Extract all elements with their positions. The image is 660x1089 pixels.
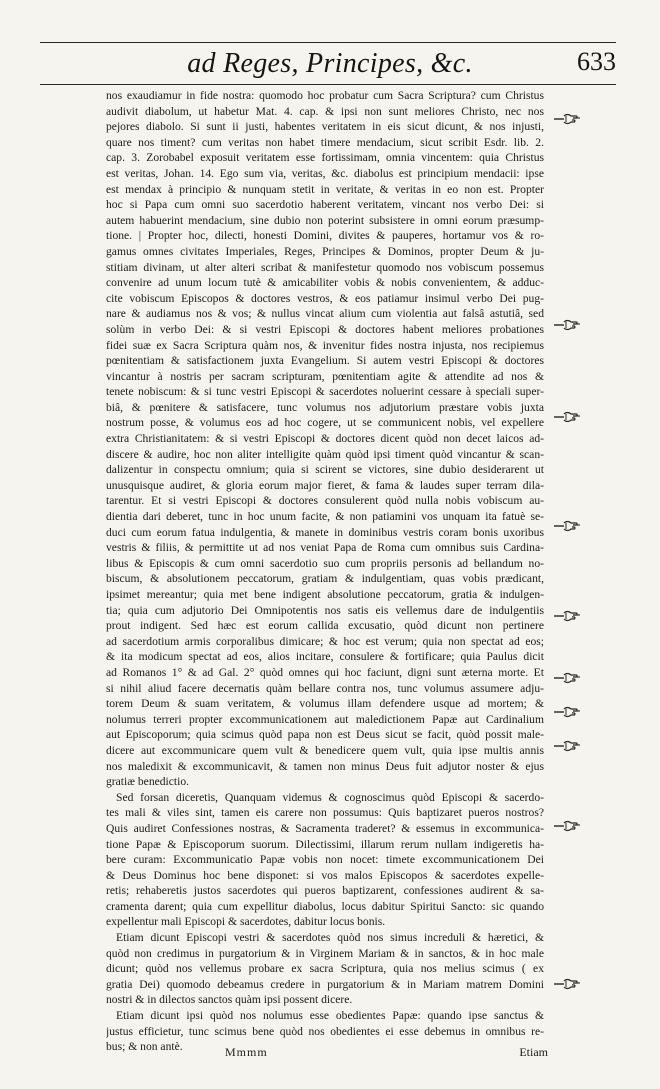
main-text-block — [106, 88, 544, 1055]
text-line: hoc si Papa cum omni suo sacerdotio haberent veritatem, vincant nos verbo Dei: si — [106, 198, 544, 212]
text-line: cramenta darent; quia cum expellitur diabolus, locus dabitur Spiritui Sancto: sic quando — [106, 899, 544, 913]
text-line: biscum, & absolutionem peccatorum, gratiam & indulgentiam, quas vobis prædicant, — [106, 572, 544, 586]
text-line: dicunt; quòd nos vellemus probare ex sacra Scriptura, quia nos melius scimus ( ex — [106, 962, 544, 976]
text-line: nolumus terreri propter excommunicationem aut maledictionem Papæ aut Cardinalium — [106, 712, 544, 726]
text-line: unusquisque audiret, & gloria eorum major fieret, & fama & laudes super terram dila- — [106, 478, 544, 492]
text-line: justus efficietur, tunc scimus bene quòd nos obedientes ei esse debemus in omnibus re- — [106, 1024, 544, 1038]
text-line: tarentur. Et si vestri Episcopi & doctores consulerent quòd nulla nobis vobiscum au- — [106, 494, 544, 508]
text-line: vincantur à nostris per sacram scripturam, pœnitentiam agite & attendite ad nos & — [106, 369, 544, 383]
text-line: ad sacerdotium armis corporalibus dimicare; & hoc est verum; quia non spectat ad eos; — [106, 634, 544, 648]
pointing-hand-icon — [552, 818, 584, 834]
text-line: bus; & non antè. — [106, 1040, 183, 1054]
text-line: nare & audiamus nos & vos; & nullus vincat alium cum violentia aut falsâ astutiâ, sed — [106, 307, 544, 321]
margin-annotations — [552, 0, 612, 1089]
running-title: ad Reges, Principes, &c. — [187, 48, 473, 79]
text-line: nostrum posse, & volumus eos ad hoc cogere, ut se communicent nobis, vel expellere — [106, 416, 544, 430]
text-line: tione Papæ & Episcoporum suorum. Dilectissimi, illarum rerum nullam indigeretis ha- — [106, 837, 544, 851]
text-line: si nihil aliud facere decernatis quàm bellare contra nos, tunc volumus assumere adju- — [106, 681, 544, 695]
text-line: Sed forsan diceretis, Quanquam videmus & cognoscimus quòd Episcopi & sacerdo- — [116, 790, 544, 804]
pointing-hand-icon — [552, 976, 584, 992]
text-line: autem habuerint mendacium, sine dubio non poterint subsistere in omni eorum præsump- — [106, 213, 544, 227]
pointing-hand-icon — [552, 111, 584, 127]
text-line: audivit diabolum, ut habetur Mat. 4. cap. & ipsi non sunt meliores Christo, nec nos — [106, 104, 544, 118]
pointing-hand-icon — [552, 317, 584, 333]
text-line: biâ, & pœnitere & satisfacere, tunc volumus nos adjutorium præstare vobis juxta — [106, 400, 544, 414]
text-line: nos maledixit & excommunicavit, & tamen non minus Deus fuit adjutor noster & ejus — [106, 759, 544, 773]
text-line: tes mali & viles sint, tamen eis carere non possumus: Quis baptizaret pueros nostros? — [106, 806, 544, 820]
text-line: cite vobiscum Episcopos & doctores vestros, & eos patiamur insimul verbo Dei pug- — [106, 291, 544, 305]
text-line: dientia dari deberet, tunc in hoc unum facite, & non patiamini vos unquam ita fatuè se- — [106, 510, 544, 524]
text-line: torem Deum & suam veritatem, & volumus illam defendere usque ad mortem; & — [106, 697, 544, 711]
text-line: gamus omnes civitates Imperiales, Reges, Principes & Dominos, propter Deum & ju- — [106, 244, 544, 258]
text-line: tione. | Propter hoc, dilecti, honesti Domini, divites & pauperes, hortamur vos & ro- — [106, 229, 544, 243]
text-line: nostri & in dilectos sanctos quàm ipsi possent dicere. — [106, 993, 353, 1007]
pointing-hand-icon — [552, 518, 584, 534]
pointing-hand-icon — [552, 608, 584, 624]
header-rule — [40, 84, 616, 85]
text-line: ipsimet mereantur; quia met bene indigent absolutione peccatorum, gratia & indulgen- — [106, 588, 544, 601]
text-line: aut Episcoporum; quia scimus quòd papa non est Deus sicut se facit, quòd possit male- — [106, 728, 544, 742]
text-line: fidei suæ ex Sacra Scriptura quàm nos, & invenitur fides nostra injusta, nos recipiemus — [106, 338, 544, 352]
text-line: vestris & filiis, & permittite ut ad nos veniat Papa de Roma cum omnibus suis Cardina- — [106, 541, 544, 555]
text-line: gratiæ benedictio. — [106, 775, 190, 789]
text-line: ad Romanos 1° & ad Gal. 2° quòd omnes qui hoc faciunt, digni sunt æterna morte. Et — [106, 665, 544, 679]
text-line: tia; quia cum adjutorio Dei Omnipotentis nos satis eis vellemus dare de indulgentiis — [106, 603, 544, 617]
text-line: pejores diabolo. Si sunt ii justi, habentes veritatem in eis sicut dicunt, & nos injusti, — [106, 120, 544, 134]
text-line: duci cum eorum fatua indulgentia, & manete in dominibus vestris coram bonis uxoribus — [106, 525, 544, 539]
pointing-hand-icon — [552, 670, 584, 686]
text-line: convenire ad unum locum tutè & amicabiliter vobis & nobis convenientem, & adduc- — [106, 276, 544, 290]
text-line: stitiam divinam, ut alter alteri scribat & manifestetur quomodo nos vobiscum possemus — [106, 260, 544, 274]
text-line: Etiam dicunt ipsi quòd nos nolumus esse obedientes Papæ: quando ipse sanctus & — [116, 1009, 544, 1023]
text-line: pœnitentiam & satisfactionem juxta Evangelium. Si autem vestri Episcopi & doctores — [106, 354, 544, 368]
text-line: dalizentur in conspectu omnium; quia si scirent se victores, sine dubio desiderarent ut — [106, 463, 544, 477]
text-line: solùm in verbo Dei: & si vestri Episcopi & doctores habent meliores probationes — [106, 322, 544, 336]
text-line: cap. 3. Zorobabel exposuit veritatem esse fortissimam, omnia vincentem: quia Christus — [106, 151, 544, 165]
signature-mark: Mmmm — [225, 1045, 268, 1059]
page-number: 633 — [577, 47, 616, 76]
text-line: Etiam dicunt Episcopi vestri & sacerdotes quòd nos simus increduli & hæretici, & — [116, 931, 544, 945]
text-line: tenete nobiscum: & si tunc vestri Episcopi & sacerdotes noluerint cessare à speciali super- — [106, 385, 544, 399]
text-line: expellentur mali Episcopi & sacerdotes, dabitur locus bonis. — [106, 915, 386, 929]
text-line: est mendax à principio & nunquam stetit in veritate, & veritas in eo non est. Propter — [106, 182, 544, 196]
text-line: bere curam: Excommunicatio Papæ vobis non nocet: timete excommunicationem Dei — [106, 853, 544, 867]
text-line: quare nos timent? cum veritas non habet timere mendacium, sicut scribit Esdr. lib. 2. — [106, 135, 544, 149]
text-line: retis; rehaberetis justos sacerdotes qui pueros baptizarent, confessiones audirent & sa- — [106, 884, 544, 898]
pointing-hand-icon — [552, 409, 584, 425]
pointing-hand-icon — [552, 704, 584, 720]
text-line: discere & audire, hoc non aliter intelligite quàm quòd ipsi timent quòd vincantur & scan- — [106, 447, 544, 461]
text-line: dicere aut excommunicare quem vult & benedicere quem vult, quia ipse multis annis — [106, 743, 544, 757]
pointing-hand-icon — [552, 738, 584, 754]
text-line: quòd non credimus in purgatorium & in Virginem Mariam & in sanctos, & in hoc male — [106, 946, 544, 960]
catchword: Etiam — [519, 1045, 548, 1059]
text-line: & Deus Dominus hoc bene disponet: si vos malos Episcopos & sacerdotes expelle- — [106, 868, 544, 882]
text-line: nos exaudiamur in fide nostra: quomodo hoc probatur cum Sacra Scriptura? cum Christus — [106, 89, 544, 102]
text-line: gratia Dei) quomodo debeamus credere in purgatorium & in Mariam matrem Domini — [106, 977, 544, 991]
text-line: extra Christianitatem: & si vestri Episcopi & doctores dicent quòd non decet laicos ad- — [106, 432, 544, 446]
text-line: libus & Episcopis & cum omni sacerdotio suo cum propriis personis ad bellandum no- — [106, 556, 544, 570]
text-line: est veritas, Johan. 14. Ego sum via, veritas, &c. diabolus est principium mendacii: ipse — [106, 166, 544, 180]
text-line: prout indigent. Sed hæc est eorum callida excusatio, quòd dicunt non pertinere — [106, 619, 544, 633]
text-line: & ita modicum spectat ad eos, alios incitare, consulere & fortificare; quia Paulus dicit — [106, 650, 544, 664]
text-line: Quis audiret Confessiones nostras, & Sacramenta traderet? & essemus in excommunica- — [106, 821, 544, 835]
top-rule — [40, 42, 616, 43]
